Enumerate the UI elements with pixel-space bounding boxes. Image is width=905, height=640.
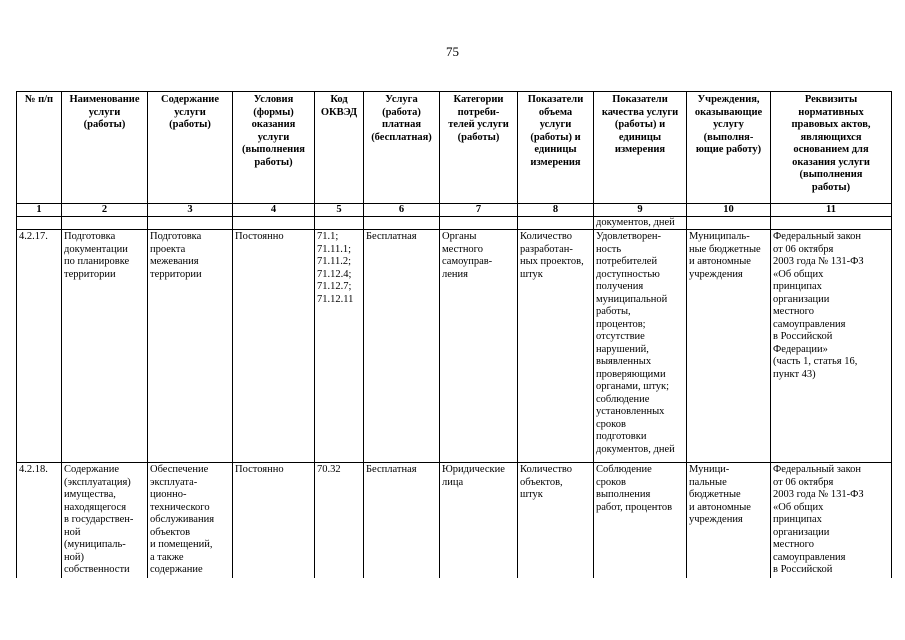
- header-cell-conditions: Условия (формы) оказания услуги (выполнения работы): [233, 92, 315, 204]
- service-conditions: Постоянно: [233, 230, 315, 463]
- service-content: Обеспечение эксплуата- ционно- технического обслуживания объектов и помещений, а также содержание: [148, 463, 233, 578]
- column-number: 3: [148, 204, 233, 217]
- row-num: 4.2.17.: [17, 230, 62, 463]
- column-number: 4: [233, 204, 315, 217]
- quality-indicators: Удовлетворен- ность потребителей доступностью получения муниципальной работы, процентов; отсутствие нарушений, выявленных проверяющими органами, штук; соблюдение установленных сроков подготовки документов, дней: [594, 230, 687, 463]
- volume-indicators: Количество разработан- ных проектов, штук: [518, 230, 594, 463]
- header-cell-volume: Показатели объема услуги (работы) и единицы измерения: [518, 92, 594, 204]
- okved-code: 71.1; 71.11.1; 71.11.2; 71.12.4; 71.12.7; 71.12.11: [315, 230, 364, 463]
- header-cell-content: Содержание услуги (работы): [148, 92, 233, 204]
- paid-status: Бесплатная: [364, 230, 440, 463]
- header-cell-legal: Реквизиты нормативных правовых актов, являющихся основанием для оказания услуги (выполнения работы): [771, 92, 892, 204]
- header-cell-consumers: Категории потреби- телей услуги (работы): [440, 92, 518, 204]
- column-number: 11: [771, 204, 892, 217]
- header-cell-name: Наименование услуги (работы): [62, 92, 148, 204]
- column-number: 2: [62, 204, 148, 217]
- column-number-row: [17, 204, 892, 217]
- header-cell-quality: Показатели качества услуги (работы) и единицы измерения: [594, 92, 687, 204]
- row-num: 4.2.18.: [17, 463, 62, 578]
- legal-basis: Федеральный закон от 06 октября 2003 года № 131-ФЗ «Об общих принципах организации местного самоуправления в Российской: [771, 463, 892, 578]
- service-name: Подготовка документации по планировке территории: [62, 230, 148, 463]
- column-number: 8: [518, 204, 594, 217]
- quality-indicators: Соблюдение сроков выполнения работ, процентов: [594, 463, 687, 578]
- services-table: [16, 91, 892, 578]
- column-number: 1: [17, 204, 62, 217]
- service-content: Подготовка проекта межевания территории: [148, 230, 233, 463]
- column-number: 5: [315, 204, 364, 217]
- column-number: 7: [440, 204, 518, 217]
- volume-indicators: Количество объектов, штук: [518, 463, 594, 578]
- column-number: 10: [687, 204, 771, 217]
- column-number: 9: [594, 204, 687, 217]
- service-conditions: Постоянно: [233, 463, 315, 578]
- header-cell-paid: Услуга (работа) платная (бесплатная): [364, 92, 440, 204]
- consumer-category: Органы местного самоуправ- ления: [440, 230, 518, 463]
- header-row: [17, 92, 892, 204]
- header-cell-institutions: Учреждения, оказывающие услугу (выполня- ющие работу): [687, 92, 771, 204]
- table-row: [17, 463, 892, 578]
- continuation-row: [17, 217, 892, 230]
- providing-institutions: Муници- пальные бюджетные и автономные учреждения: [687, 463, 771, 578]
- service-name: Содержание (эксплуатация) имущества, находящегося в государствен- ной (муниципаль- ной) собственности: [62, 463, 148, 578]
- header-cell-num: № п/п: [17, 92, 62, 204]
- continuation-text: документов, дней: [594, 217, 687, 230]
- page-number: 75: [446, 44, 459, 59]
- table-row: [17, 230, 892, 463]
- paid-status: Бесплатная: [364, 463, 440, 578]
- header-cell-okved: Код ОКВЭД: [315, 92, 364, 204]
- consumer-category: Юридические лица: [440, 463, 518, 578]
- providing-institutions: Муниципаль- ные бюджетные и автономные учреждения: [687, 230, 771, 463]
- okved-code: 70.32: [315, 463, 364, 578]
- legal-basis: Федеральный закон от 06 октября 2003 года № 131-ФЗ «Об общих принципах организации местного самоуправления в Российской Федерации» (часть 1, статья 16, пункт 43): [771, 230, 892, 463]
- column-number: 6: [364, 204, 440, 217]
